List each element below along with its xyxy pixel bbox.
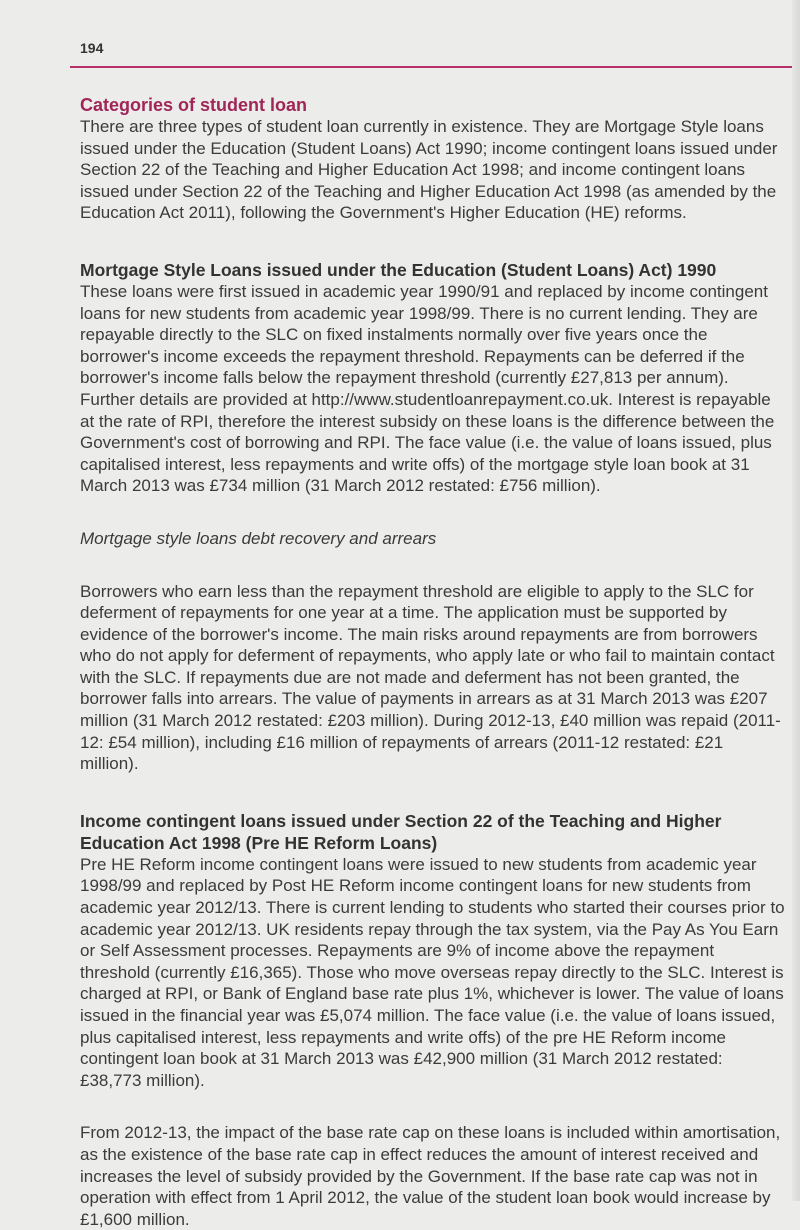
spacer: [80, 550, 785, 581]
spacer: [80, 1091, 785, 1122]
mortgage-heading: Mortgage Style Loans issued under the Education (Student Loans) Act) 1990: [80, 259, 717, 280]
spacer: [80, 775, 785, 810]
page-edge: [792, 0, 800, 1201]
spacer: [80, 497, 785, 528]
categories-paragraph: There are three types of student loan currently in existence. They are Mortgage Style loans issued under the Education (Student Loans) Act 1990; income contingent loans issued under Section 22 of the Teaching and Higher Education Act 1998; and income contingent loans issued under Section 22 of the Teaching and Higher Education Act 1998 (as amended by the Education Act 2011), following the Government's Higher Education (HE) reforms.: [80, 117, 778, 223]
income-contingent-paragraph: Pre HE Reform income contingent loans were issued to new students from academic year 1998/99 and replaced by Post HE Reform income contingent loans for new students from academic year 2012/13. There is current lending to students who started their courses prior to academic year 2012/13. UK residents repay through the tax system, via the Pay As You Earn or Self Assessment processes. Repayments are 9% of income above the repayment threshold (currently £16,365). Those who move overseas repay directly to the SLC. Interest is charged at RPI, or Bank of England base rate plus 1%, whichever is lower. The value of loans issued in the financial year was £5,074 million. The face value (i.e. the value of loans issued, plus capitalised interest, less repayments and write offs) of the pre HE Reform income contingent loan book at 31 March 2013 was £42,900 million (31 March 2012 restated: £38,773 million).: [80, 854, 785, 1090]
mortgage-paragraph: These loans were first issued in academic year 1990/91 and replaced by income contingent loans for new students from academic year 1998/99. There is no current lending. They are repayable directly to the SLC on fixed instalments normally over five years once the borrower's income exceeds the repayment threshold. Repayments can be deferred if the borrower's income falls below the repayment threshold (currently £27,813 per annum). Further details are provided at http://www.studentloanrepayment.co.uk. Interest is repayable at the rate of RPI, therefore the interest subsidy on these loans is the difference between the Government's cost of borrowing and RPI. The face value (i.e. the value of loans issued, plus capitalised interest, less repayments and write offs) of the mortgage style loan book at 31 March 2013 was £734 million (31 March 2012 restated: £756 million).: [80, 281, 775, 496]
header-rule: [70, 66, 800, 68]
arrears-paragraph: Borrowers who earn less than the repayment threshold are eligible to apply to the SLC for deferment of repayments for one year at a time. The application must be supported by evidence of the borrower's income. The main risks around repayments are from borrowers who do not apply for deferment of repayments, who apply late or who fail to maintain contact with the SLC. If repayments due are not made and deferment has not been granted, the borrower falls into arrears. The value of payments in arrears as at 31 March 2013 was £207 million (31 March 2012 restated: £203 million). During 2012-13, £40 million was repaid (2011-12: £54 million), including £16 million of repayments of arrears (2011-12 restated: £21 million).: [80, 581, 781, 774]
page-number: 194: [80, 40, 104, 56]
categories-heading: Categories of student loan: [80, 95, 308, 115]
arrears-heading: Mortgage style loans debt recovery and arrears: [80, 528, 437, 548]
base-rate-paragraph: From 2012-13, the impact of the base rate cap on these loans is included within amortisation, as the existence of the base rate cap in effect reduces the amount of interest received and increases the level of subsidy provided by the Government. If the base rate cap was not in operation with effect from 1 April 2012, the value of the student loan book would increase by £1,600 million.: [80, 1123, 781, 1229]
spacer: [80, 224, 785, 259]
income-contingent-heading: Income contingent loans issued under Section 22 of the Teaching and Higher Education Act 1998 (Pre HE Reform Loans): [80, 810, 722, 853]
main-content: [80, 94, 785, 1230]
